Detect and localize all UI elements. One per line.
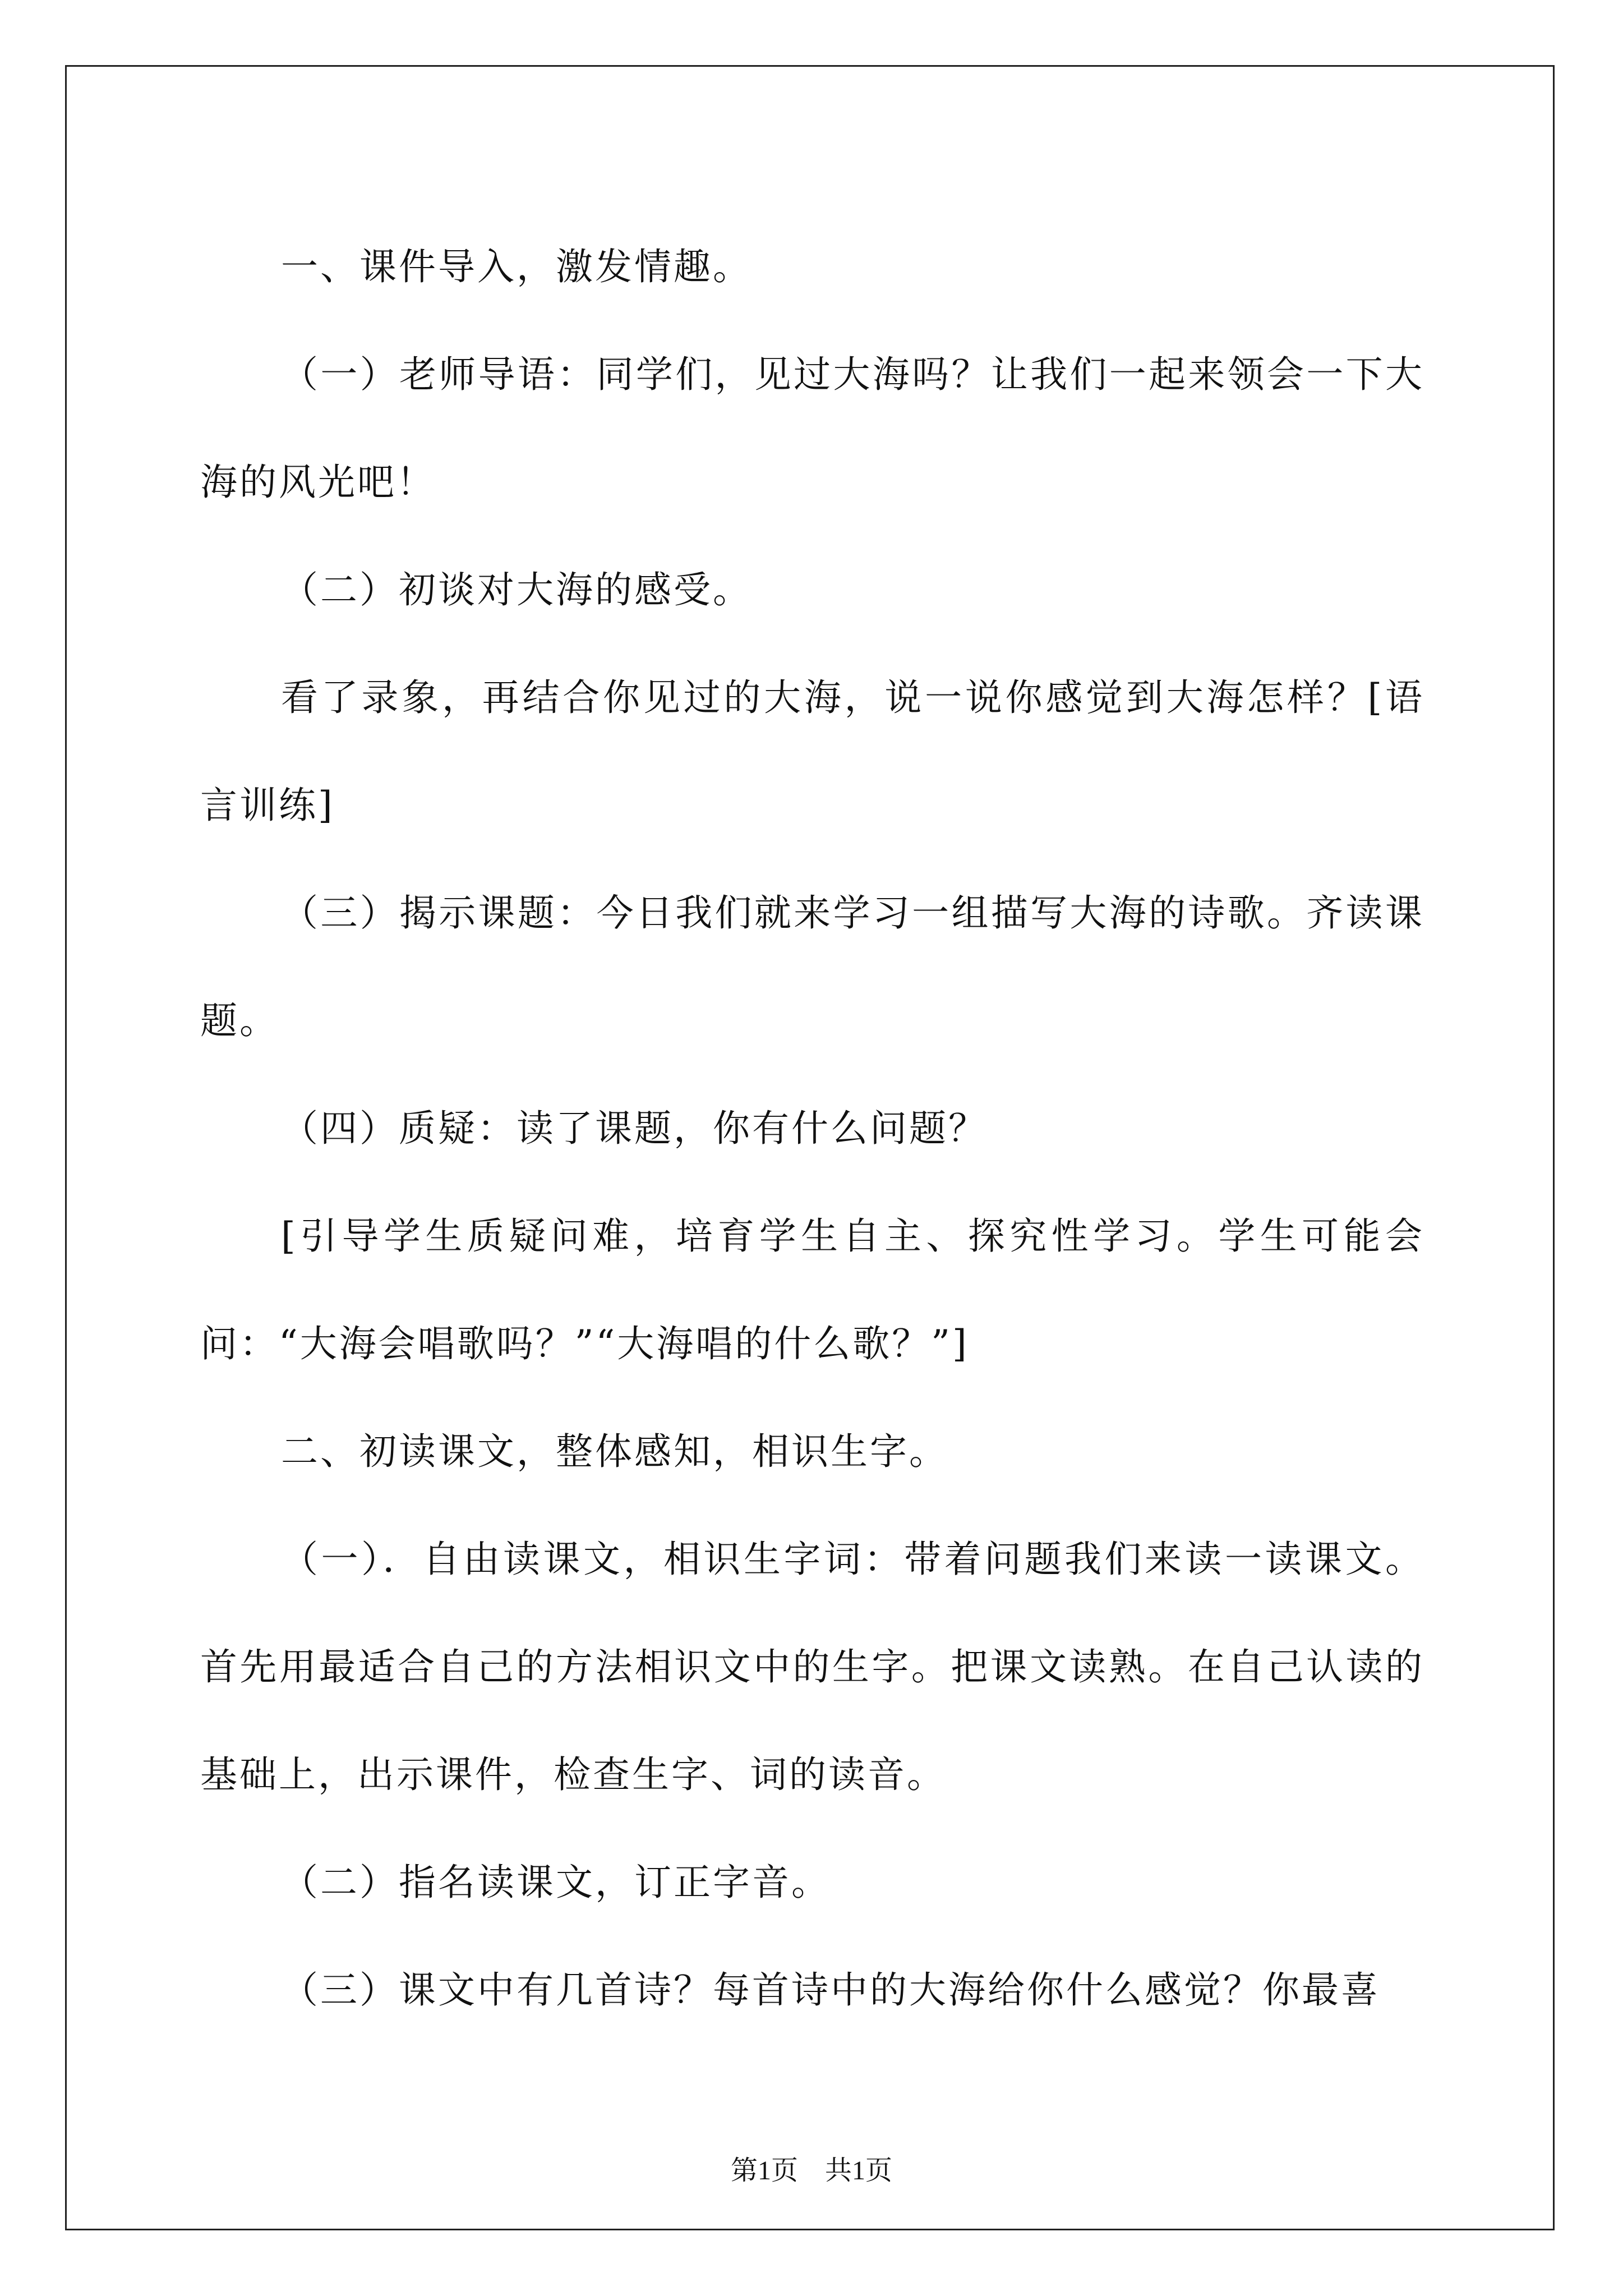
- paragraph-section-2-heading: 二、初读课文，整体感知，相识生字。: [281, 1430, 948, 1473]
- paragraph-after-video: 看了录象，再结合你见过的大海，说一说你感觉到大海怎样？[语言训练]: [200, 676, 1424, 827]
- paragraph-reveal-title: （三）揭示课题：今日我们就来学习一组描写大海的诗歌。齐读课题。: [200, 891, 1424, 1042]
- paragraph-poems-question: （三）课文中有几首诗？每首诗中的大海给你什么感觉？你最喜: [281, 1968, 1380, 2012]
- page-number-footer: 第1页 共1页: [730, 2156, 892, 2185]
- paragraph-first-impressions: （二）初谈对大海的感受。: [281, 568, 752, 611]
- paragraph-free-reading: （一）．自由读课文，相识生字词：带着问题我们来读一读课文。首先用最适合自己的方法相识文中的生字。把课文读熟。在自己认读的基础上，出示课件，检查生字、词的读音。: [200, 1538, 1424, 1796]
- paragraph-section-1-heading: 一、课件导入，激发情趣。: [281, 245, 752, 288]
- paragraph-guidance-note: [引导学生质疑问难，培育学生自主、探究性学习。学生可能会问：“大海会唱歌吗？”“大海唱的什么歌？”]: [200, 1214, 1424, 1365]
- paragraph-named-reading: （二）指名读课文，订正字音。: [281, 1861, 831, 1904]
- paragraph-questioning: （四）质疑：读了课题，你有什么问题？: [281, 1107, 988, 1150]
- paragraph-teacher-intro: （一）老师导语：同学们，见过大海吗？让我们一起来领会一下大海的风光吧！: [200, 353, 1424, 504]
- document-body: [200, 213, 1424, 2044]
